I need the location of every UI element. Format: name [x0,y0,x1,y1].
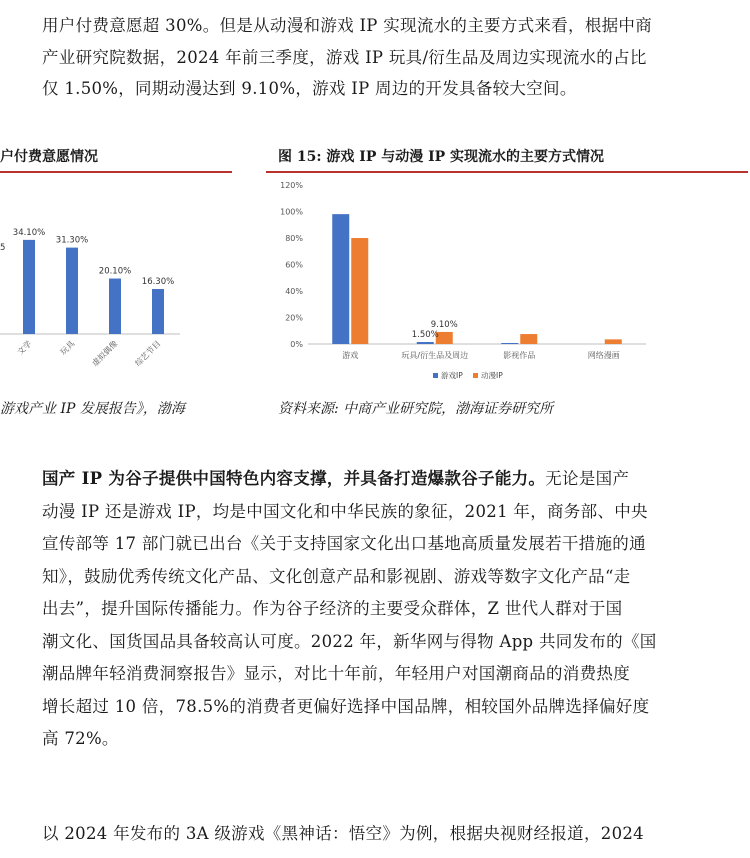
last-line: 以 2024 年发布的 3A 级游戏《黑神话：悟空》为例，根据央视财经报道，2024 [42,824,644,843]
left-data-label-1: 31.30% [55,235,89,246]
right-figure-rule [266,171,748,173]
main-line-1 [42,463,722,496]
right-legend-label-1: 动漫IP [481,371,503,380]
right-legend-label-0: 游戏IP [441,371,463,380]
intro-paragraph [42,10,722,105]
right-y-tick-1: 20% [285,313,303,323]
right-category-label-2: 影视作品 [503,351,536,360]
left-bar-3 [152,289,164,334]
main-line-8: 增长超过 10 倍，78.5%的消费者更偏好选择中国品牌，相较国外品牌选择偏好度 [42,696,650,716]
main-line-2: 动漫 IP 还是游戏 IP，均是中国文化和中华民族的象征，2021 年，商务部、中央 [42,501,648,521]
right-y-tick-3: 60% [285,260,303,270]
right-bar-0-0 [332,214,349,344]
main-line-5: 出去”，提升国际传播能力。作为谷子经济的主要受众群体，Z 世代人群对于国 [42,599,623,618]
main-line-3: 宣传部等 17 部门就已出台《关于支持国家文化出口基地高质量发展若干措施的通 [42,534,646,553]
intro-line-3: 仅 1.50%，同期动漫达到 9.10%，游戏 IP 周边的开发具备较大空间。 [42,79,577,98]
left-data-label-0: 34.10% [12,227,46,238]
intro-line-2: 产业研究院数据，2024 年前三季度，游戏 IP 玩具/衍生品及周边实现流水的占比 [42,47,647,67]
main-first-line-rest: 无论是国产 [545,469,630,488]
right-y-tick-6: 120% [280,181,303,190]
right-y-tick-0: 0% [290,340,303,349]
left-partial-data-label: 5 [0,243,6,253]
right-bar-0-2 [501,343,518,344]
main-line-9: 高 72%。 [42,729,119,748]
left-bar-2 [109,279,121,334]
right-category-label-0: 游戏 [342,351,359,360]
main-line-7: 潮品牌年轻消费洞察报告》显示，对比十年前，年轻用户对国潮商品的消费热度 [42,664,630,683]
left-category-label-2: 虚拟偶像 [90,339,120,369]
left-figure-rule [0,171,232,173]
right-bar-0-1 [417,342,434,344]
right-bar-1-3 [605,339,622,344]
right-y-tick-4: 80% [285,234,303,243]
right-legend-swatch-1 [473,373,478,378]
left-category-label-0: 文学 [15,339,34,357]
right-legend-swatch-0 [433,373,438,378]
last-paragraph [42,818,722,850]
main-paragraph [42,463,722,756]
left-category-label-3: 综艺节目 [133,339,163,369]
right-category-label-1: 玩具/衍生品及周边 [401,351,469,360]
right-y-tick-2: 40% [285,287,303,296]
left-bar-0 [23,240,35,334]
left-data-label-2: 20.10% [98,266,132,277]
right-y-tick-5: 100% [280,207,303,217]
main-line-6: 潮文化、国货国品具备较高认可度。2022 年，新华网与得物 App 共同发布的《国 [42,631,657,651]
left-bar-1 [66,248,78,334]
right-figure-source: 资料来源: 中商产业研究院，渤海证券研究所 [278,401,554,417]
left-data-label-3: 16.30% [141,277,175,288]
right-category-label-3: 网络漫画 [587,351,620,360]
left-figure-title: 户付费意愿情况 [0,149,98,165]
right-data-label-0: 1.50% [411,330,439,341]
main-line-4: 知》，鼓励优秀传统文化产品、文化创意产品和影视剧、游戏等数字文化产品“走 [42,566,631,586]
left-category-label-1: 玩具 [58,339,77,357]
right-data-label-1: 9.10% [430,319,458,330]
intro-line-1: 用户付费意愿超 30%。但是从动漫和游戏 IP 实现流水的主要方式来看，根据中商 [42,16,653,35]
right-bar-1-2 [520,334,537,344]
right-bar-chart [266,176,748,386]
left-bar-chart [0,176,232,376]
right-bar-1-0 [351,238,368,344]
right-figure-title: 图 15: 游戏 IP 与动漫 IP 实现流水的主要方式情况 [278,149,605,165]
main-bold-lead: 国产 IP 为谷子提供中国特色内容支撑，并具备打造爆款谷子能力。 [42,469,546,488]
left-figure-source: 游戏产业 IP 发展报告》，渤海 [0,401,185,417]
